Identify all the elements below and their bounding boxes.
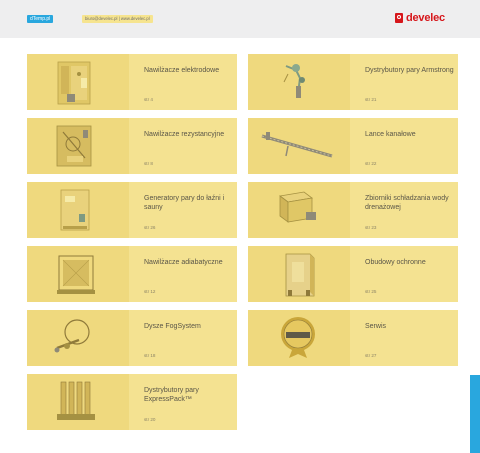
card-page: str 8 xyxy=(144,161,153,166)
steam-generator-icon xyxy=(27,182,129,238)
card-zbiorniki-schladzania[interactable] xyxy=(248,182,458,238)
card-title: Dystrybutory pary Armstrong xyxy=(365,67,454,74)
product-thumbnail xyxy=(27,310,129,366)
contact-badge[interactable]: biuro@develec.pl | www.develec.pl xyxy=(82,15,153,23)
card-title: Nawilżacze adiabatyczne xyxy=(144,259,223,266)
card-title: Zbiorniki schładzania wody drenażowej xyxy=(365,195,449,211)
adiabatic-humidifier-icon xyxy=(27,246,129,302)
product-thumbnail xyxy=(248,310,350,366)
product-thumbnail xyxy=(248,246,350,302)
card-nawilzacze-rezystancyjne[interactable] xyxy=(27,118,237,174)
card-title: Nawilżacze rezystancyjne xyxy=(144,131,225,138)
steam-distributor-icon xyxy=(248,54,350,110)
side-tab[interactable] xyxy=(470,375,480,453)
card-page: str 27 xyxy=(365,353,377,358)
humidifier-icon xyxy=(27,54,129,110)
card-title: Serwis xyxy=(365,323,387,330)
card-page: str 4 xyxy=(144,97,153,102)
expresspack-icon xyxy=(27,374,129,430)
card-page: str 22 xyxy=(365,161,377,166)
card-page: str 12 xyxy=(144,289,156,294)
card-title: Dysze FogSystem xyxy=(144,323,201,330)
product-thumbnail xyxy=(27,118,129,174)
brand-name: develec xyxy=(406,12,445,24)
cooling-tank-icon xyxy=(248,182,350,238)
duct-lance-icon xyxy=(248,118,350,174)
card-obudowy-ochronne[interactable] xyxy=(248,246,458,302)
product-thumbnail xyxy=(27,182,129,238)
card-page: str 26 xyxy=(144,225,156,230)
fog-nozzle-icon xyxy=(27,310,129,366)
card-page: str 25 xyxy=(365,289,377,294)
card-page: str 23 xyxy=(365,225,377,230)
resistance-humidifier-icon xyxy=(27,118,129,174)
card-page: str 20 xyxy=(144,417,156,422)
service-seal-icon xyxy=(248,310,350,366)
card-dystrybutory-expresspack[interactable] xyxy=(27,374,237,430)
card-serwis[interactable] xyxy=(248,310,458,366)
brand-logo[interactable] xyxy=(395,10,445,26)
card-title: Lance kanałowe xyxy=(365,131,416,138)
card-page: str 18 xyxy=(144,353,156,358)
protective-housing-icon xyxy=(248,246,350,302)
site-badge[interactable]: dTemp.pl xyxy=(27,15,53,23)
header-bar xyxy=(0,0,480,38)
product-thumbnail xyxy=(27,374,129,430)
card-page: str 21 xyxy=(365,97,377,102)
product-thumbnail xyxy=(248,54,350,110)
card-lance-kanalowe[interactable] xyxy=(248,118,458,174)
card-title: Generatory pary do łaźni i sauny xyxy=(144,195,225,211)
product-thumbnail xyxy=(248,182,350,238)
product-thumbnail xyxy=(248,118,350,174)
product-thumbnail xyxy=(27,54,129,110)
card-title: Dystrybutory pary ExpressPack™ xyxy=(144,387,199,403)
card-nawilzacze-elektrodowe[interactable] xyxy=(27,54,237,110)
card-title: Obudowy ochronne xyxy=(365,259,426,266)
card-dysze-fogsystem[interactable] xyxy=(27,310,237,366)
product-thumbnail xyxy=(27,246,129,302)
card-title: Nawilżacze elektrodowe xyxy=(144,67,220,74)
card-dystrybutory-armstrong[interactable] xyxy=(248,54,458,110)
card-nawilzacze-adiabatyczne[interactable] xyxy=(27,246,237,302)
logo-icon xyxy=(395,13,403,23)
card-generatory-pary[interactable] xyxy=(27,182,237,238)
